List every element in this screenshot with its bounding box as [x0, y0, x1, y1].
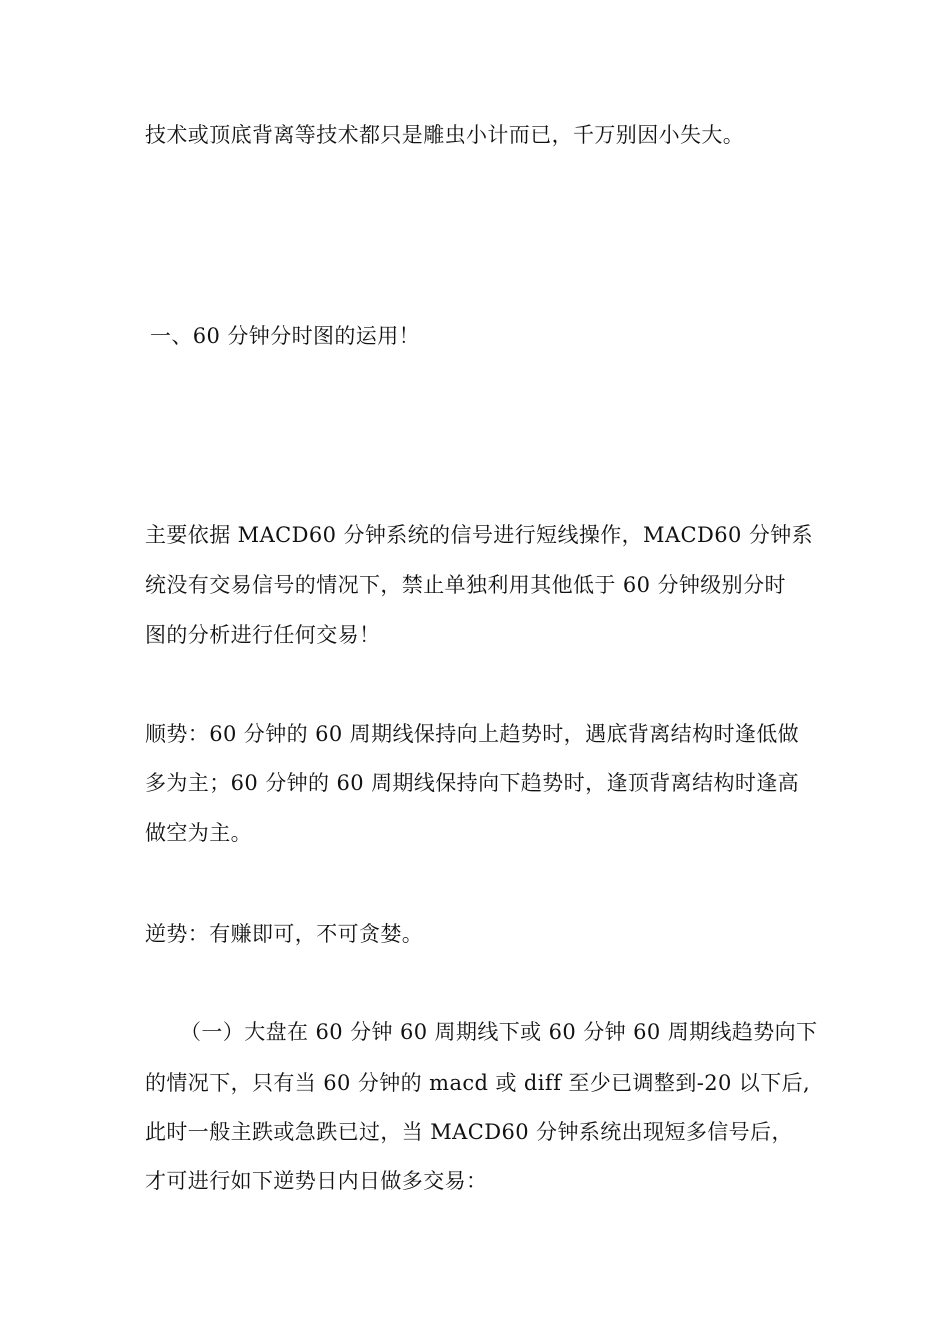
- paragraph-line: 的情况下，只有当 60 分钟的 macd 或 diff 至少已调整到-20 以下后,: [145, 1071, 811, 1095]
- paragraph-line: 图的分析进行任何交易！: [145, 623, 381, 647]
- paragraph-line: 做空为主。: [145, 821, 252, 845]
- paragraph-line: 顺势：60 分钟的 60 周期线保持向上趋势时，遇底背离结构时逢低做: [145, 722, 800, 746]
- paragraph-line: 技术或顶底背离等技术都只是雕虫小计而已，千万别因小失大。: [145, 123, 745, 147]
- paragraph-line: 此时一般主跌或急跌已过，当 MACD60 分钟系统出现短多信号后，: [145, 1120, 793, 1144]
- paragraph-line: 主要依据 MACD60 分钟系统的信号进行短线操作，MACD60 分钟系: [145, 523, 814, 547]
- paragraph-line: （一）大盘在 60 分钟 60 周期线下或 60 分钟 60 周期线趋势向下: [180, 1020, 818, 1044]
- section-heading: 一、60 分钟分时图的运用！: [150, 324, 420, 348]
- paragraph-line: 统没有交易信号的情况下，禁止单独利用其他低于 60 分钟级别分时: [145, 573, 786, 597]
- paragraph-line: 逆势：有赚即可，不可贪婪。: [145, 922, 424, 946]
- paragraph-line: 才可进行如下逆势日内日做多交易：: [145, 1169, 488, 1193]
- paragraph-line: 多为主；60 分钟的 60 周期线保持向下趋势时，逢顶背离结构时逢高: [145, 771, 800, 795]
